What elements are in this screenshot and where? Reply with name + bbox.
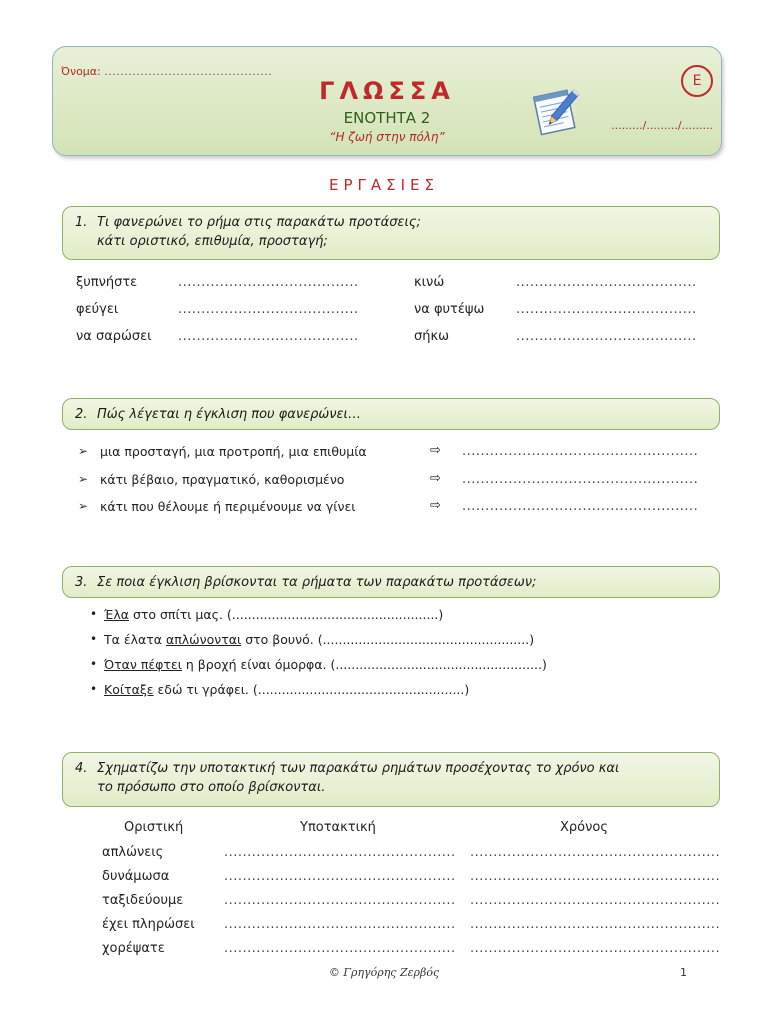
unit-subtitle: “Η ζωή στην πόλη” [329,130,445,144]
q3-verb: Όταν πέφτει [104,657,182,672]
q4-tense-blank[interactable]: ...................................................... [470,869,721,884]
q1-blank[interactable]: ....................................... [178,329,359,344]
right-arrow-icon: ⇨ [430,471,441,486]
bullet-dot-icon: • [90,632,98,646]
q4-subjunctive-blank[interactable]: .................................................. [224,869,456,884]
worksheet-header [52,46,722,156]
copyright-footer: © Γρηγόρης Ζερβός [328,966,440,979]
section-heading: ΕΡΓΑΣΙΕΣ [329,176,439,194]
column-header-tense: Χρόνος [560,820,608,835]
bullet-dot-icon: • [90,657,98,671]
q1-item-left: να σαρώσει [76,329,152,344]
question-1-number: 1. [75,215,88,230]
bullet-arrow-icon: ➢ [78,499,89,513]
q1-blank[interactable]: ....................................... [178,302,359,317]
q1-item-right: κινώ [414,275,445,290]
q1-blank[interactable]: ....................................... [516,302,697,317]
q4-tense-blank[interactable]: ...................................................... [470,845,721,860]
q3-sentence: Τα έλατα απλώνονται στο βουνό. (....................................................) [104,632,535,647]
question-2-text: Πώς λέγεται η έγκλιση που φανερώνει… [97,407,361,422]
q1-item-right: να φυτέψω [414,302,485,317]
q3-verb: Έλα [104,607,129,622]
q4-subjunctive-blank[interactable]: .................................................. [224,917,456,932]
q4-verb: έχει πληρώσει [102,917,195,932]
question-1-text-line1: Τι φανερώνει το ρήμα στις παρακάτω προτάσεις; [97,215,421,230]
question-3-number: 3. [75,575,88,590]
unit-label: ΕΝΟΤΗΤΑ 2 [343,109,431,127]
q1-blank[interactable]: ....................................... [516,329,697,344]
page-number: 1 [680,966,687,979]
q2-blank[interactable]: ................................................... [462,499,699,514]
question-4-number: 4. [75,761,88,776]
q2-item: μια προσταγή, μια προτροπή, μια επιθυμία [100,444,367,459]
name-label: Όνομα: [61,65,101,78]
column-header-subjunctive: Υποτακτική [300,820,376,835]
q4-verb: χορέψατε [102,941,165,956]
question-3-box [62,566,720,598]
q4-verb: απλώνεις [102,845,164,860]
q4-tense-blank[interactable]: ...................................................... [470,917,721,932]
name-blank: .......................................... [104,65,273,78]
page-title: ΓΛΩΣΣΑ [319,77,455,105]
q3-sentence: Όταν πέφτει η βροχή είναι όμορφα. (....................................................) [104,657,547,672]
question-4-text-line2: το πρόσωπο στο οποίο βρίσκονται. [97,780,326,795]
q4-subjunctive-blank[interactable]: .................................................. [224,893,456,908]
bullet-arrow-icon: ➢ [78,444,89,458]
level-badge: Ε [681,65,713,97]
q4-tense-blank[interactable]: ...................................................... [470,893,721,908]
q2-blank[interactable]: ................................................... [462,472,699,487]
notepad-pencil-icon [531,85,581,137]
date-field: ........./........./......... [611,119,713,132]
q2-blank[interactable]: ................................................... [462,444,699,459]
q2-item: κάτι βέβαιο, πραγματικό, καθορισμένο [100,472,345,487]
question-3-text: Σε ποια έγκλιση βρίσκονται τα ρήματα των παρακάτω προτάσεων; [97,575,537,590]
q4-tense-blank[interactable]: ...................................................... [470,941,721,956]
bullet-dot-icon: • [90,682,98,696]
question-2-number: 2. [75,407,88,422]
q4-subjunctive-blank[interactable]: .................................................. [224,941,456,956]
q1-blank[interactable]: ....................................... [516,275,697,290]
bullet-dot-icon: • [90,607,98,621]
q3-sentence: Έλα στο σπίτι μας. (....................................................) [104,607,444,622]
question-4-text-line1: Σχηματίζω την υποτακτική των παρακάτω ρημάτων προσέχοντας το χρόνο και [97,761,620,776]
right-arrow-icon: ⇨ [430,443,441,458]
question-4-box [62,752,720,807]
question-1-text-line2: κάτι οριστικό, επιθυμία, προσταγή; [97,234,328,249]
q1-item-left: φεύγει [76,302,119,317]
q4-verb: δυνάμωσα [102,869,170,884]
question-1-box [62,206,720,260]
q3-verb: Κοίταξε [104,682,154,697]
question-2-box [62,398,720,430]
column-header-indicative: Οριστική [124,820,184,835]
q3-sentence: Κοίταξε εδώ τι γράφει. (....................................................) [104,682,470,697]
q3-verb: απλώνονται [165,632,242,647]
right-arrow-icon: ⇨ [430,498,441,513]
q2-item: κάτι που θέλουμε ή περιμένουμε να γίνει [100,499,356,514]
q4-subjunctive-blank[interactable]: .................................................. [224,845,456,860]
q1-blank[interactable]: ....................................... [178,275,359,290]
bullet-arrow-icon: ➢ [78,472,89,486]
q1-item-right: σήκω [414,329,450,344]
q4-verb: ταξιδεύουμε [102,893,184,908]
q1-item-left: ξυπνήστε [76,275,138,290]
